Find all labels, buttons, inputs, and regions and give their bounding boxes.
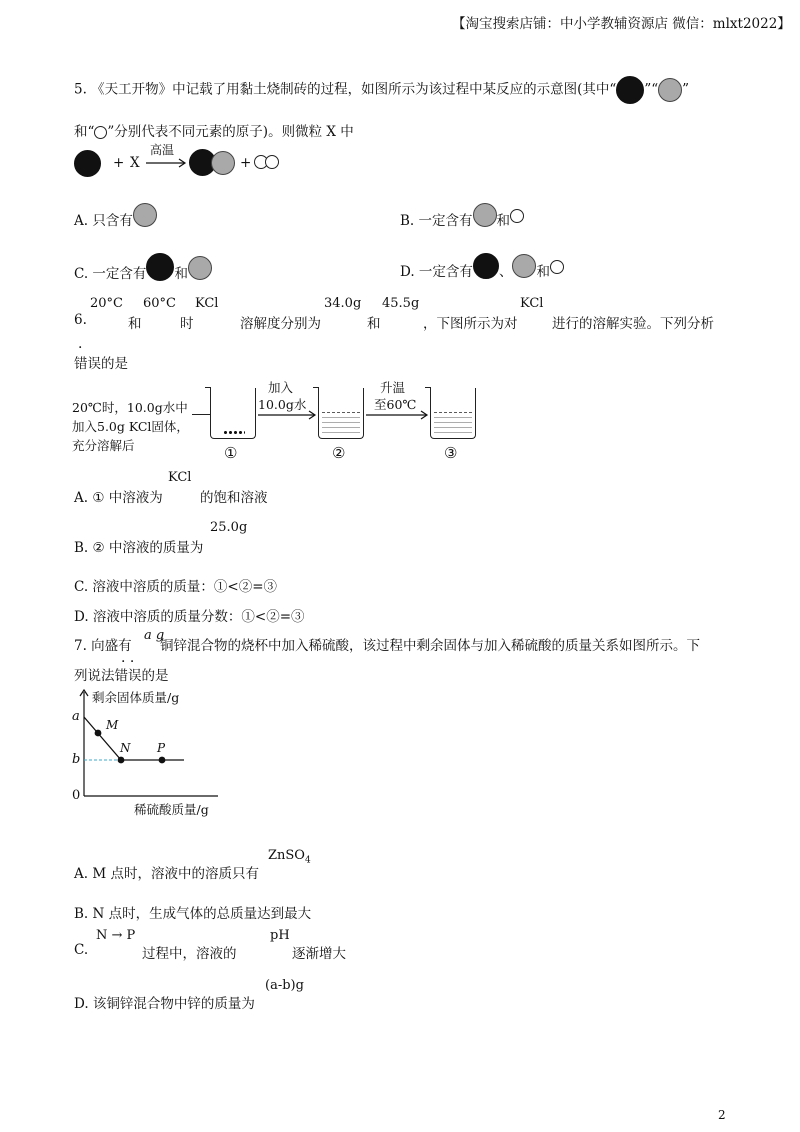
graph-tick-b: b (72, 752, 81, 767)
point-m (95, 730, 102, 737)
q7-option-c-tail: 逐渐增大 (292, 946, 346, 962)
q5-stem-line2a: 和“ (74, 124, 95, 140)
q7-option-d-value: (a-b)g (265, 978, 304, 993)
beaker-1 (210, 388, 256, 439)
q6-option-a-tail: 的饱和溶液 (200, 490, 268, 506)
black-atom-icon (74, 150, 101, 177)
plus-sign: + (240, 155, 252, 171)
fig-desc-line: 20℃时，10.0g水中 (72, 400, 188, 415)
q6-and: 和 (128, 316, 142, 332)
q6-solubility-text: 溶解度分别为 (240, 316, 321, 332)
q7-mass-ag: a g (144, 628, 165, 643)
formula-subscript: 4 (304, 855, 311, 866)
arrow-right-icon (258, 410, 318, 420)
q7-stem-line1: 铜锌混合物的烧杯中加入稀硫酸，该过程中剩余固体与加入稀硫酸的质量关系如图所示。下 (160, 638, 700, 654)
q6-number: 6. (74, 312, 87, 328)
q7-option-c-ph: pH (270, 928, 290, 943)
solution-liquid (434, 412, 472, 435)
q5-option-c[interactable] (74, 253, 212, 282)
q6-option-c[interactable]: C. 溶液中溶质的质量：①<②=③ (74, 579, 278, 595)
black-atom-icon (616, 76, 644, 104)
beaker-2 (318, 388, 364, 439)
q6-shi: 时 (180, 316, 194, 332)
option-label: D. 一定含有 (400, 264, 473, 280)
reactant-x: X (130, 155, 140, 171)
fig-desc-line: 充分溶解后 (72, 438, 135, 453)
q6-kcl: KCl (520, 296, 544, 311)
q6-solubility-20: 34.0g (324, 296, 362, 311)
arrow-1-top-text: 加入 (268, 380, 294, 395)
q6-stem-line2: 错误的是 · (74, 352, 800, 372)
solution-liquid (322, 412, 360, 435)
black-atom-icon (473, 253, 499, 279)
arrow-2-bottom-text: 至60℃ (374, 397, 417, 412)
reaction-arrow-icon (146, 158, 188, 168)
q7-option-a[interactable]: A. M 点时，溶液中的溶质只有 (74, 866, 259, 882)
gray-atom-icon (658, 78, 682, 102)
q5-stem-quote: ”“ (644, 81, 659, 98)
option-label: B. ② 中溶液的质量为 (74, 540, 204, 556)
q7-stem-start: 7. 向盛有 (74, 638, 132, 654)
graph-label-m: M (106, 718, 119, 732)
graph-y-label: 剩余固体质量/g (92, 690, 180, 705)
q6-option-a[interactable] (74, 486, 163, 506)
white-atom-icon (510, 209, 524, 223)
formula-main: ZnSO (268, 848, 305, 863)
q5-option-a[interactable] (74, 203, 157, 229)
q6-option-a-kcl: KCl (168, 470, 192, 485)
plus-sign: + (113, 155, 125, 171)
q6-stem-tail2: 进行的溶解实验。下列分析 (552, 316, 714, 332)
white-atom-icon (265, 155, 279, 169)
white-atom-icon (550, 260, 564, 274)
arrow-1-bottom-text: 10.0g水 (258, 397, 307, 412)
beaker-2-label: ② (332, 444, 346, 462)
mass-curve (84, 717, 184, 760)
gray-atom-icon (473, 203, 497, 227)
q6-temp-60: 60°C (143, 296, 176, 311)
q6-solubility-60: 45.5g (382, 296, 420, 311)
arrow-right-icon (366, 410, 430, 420)
fig-desc-line: 加入5.0g KCl固体， (72, 419, 189, 434)
white-atom-icon (94, 126, 107, 139)
q5-stem: 5. 《天工开物》中记载了用黏土烧制砖的过程，如图所示为该过程中某反应的示意图(其中“ (74, 81, 617, 98)
q6-stem-tail: ，下图所示为对 (423, 316, 518, 332)
q6-and: 和 (367, 316, 381, 332)
q6-kcl: KCl (195, 296, 219, 311)
emphasis-dots: · · (121, 654, 135, 670)
q5-option-b[interactable] (400, 203, 524, 229)
q6-option-b-value: 25.0g (210, 520, 248, 535)
option-label: A. 只含有 (74, 213, 133, 229)
option-and: 和 (174, 266, 188, 282)
graph-label-p: P (157, 741, 166, 755)
page-number: 2 (718, 1108, 726, 1122)
q6-option-d[interactable]: D. 溶液中溶质的质量分数：①<②=③ (74, 609, 305, 625)
q5-stem-quote2: ” (682, 81, 690, 98)
q7-option-c[interactable]: C. (74, 942, 89, 958)
graph-origin: 0 (72, 788, 81, 803)
q6-temp-20: 20°C (90, 296, 123, 311)
q7-option-b[interactable]: B. N 点时，生成气体的总质量达到最大 (74, 906, 312, 922)
point-p (159, 757, 166, 764)
q7-stem-line2: 列说法错误的是 (74, 668, 169, 684)
page-header: 【淘宝搜索店铺：中小学教辅资源店 微信：mlxt2022】 (452, 16, 791, 32)
gray-atom-icon (512, 254, 536, 278)
q5-stem-line2b: ”分别代表不同元素的原子)。则微粒 X 中 (107, 124, 354, 140)
point-n (118, 757, 125, 764)
q7-option-c-np: N → P (96, 928, 136, 943)
q6-figure-description (72, 398, 189, 455)
q7-option-a-formula (268, 848, 311, 866)
graph-tick-a: a (72, 709, 80, 724)
gray-atom-icon (188, 256, 212, 280)
gray-atom-icon (133, 203, 157, 227)
option-and: 和 (536, 264, 550, 280)
pointer-line (192, 414, 210, 415)
black-atom-icon (146, 253, 174, 281)
arrow-2-top-text: 升温 (380, 380, 406, 395)
q7-option-c-mid: 过程中，溶液的 (142, 946, 237, 962)
beaker-1-label: ① (224, 444, 238, 462)
q6-option-b[interactable] (74, 536, 203, 556)
option-sep: 、 (498, 264, 513, 280)
graph-label-n: N (120, 741, 131, 755)
condition-high-temp: 高温 (150, 143, 175, 157)
q7-option-d[interactable]: D. 该铜锌混合物中锌的质量为 (74, 996, 255, 1012)
gray-atom-icon (211, 151, 235, 175)
beaker-3 (430, 388, 476, 439)
option-label: B. 一定含有 (400, 213, 473, 229)
option-label: C. 一定含有 (74, 266, 147, 282)
graph-x-label: 稀硫酸质量/g (134, 802, 209, 817)
beaker-3-label: ③ (444, 444, 458, 462)
option-label: A. ① 中溶液为 (74, 490, 163, 506)
option-and: 和 (496, 213, 511, 229)
kcl-solid-icon (223, 430, 245, 436)
q5-option-d[interactable] (400, 253, 564, 280)
